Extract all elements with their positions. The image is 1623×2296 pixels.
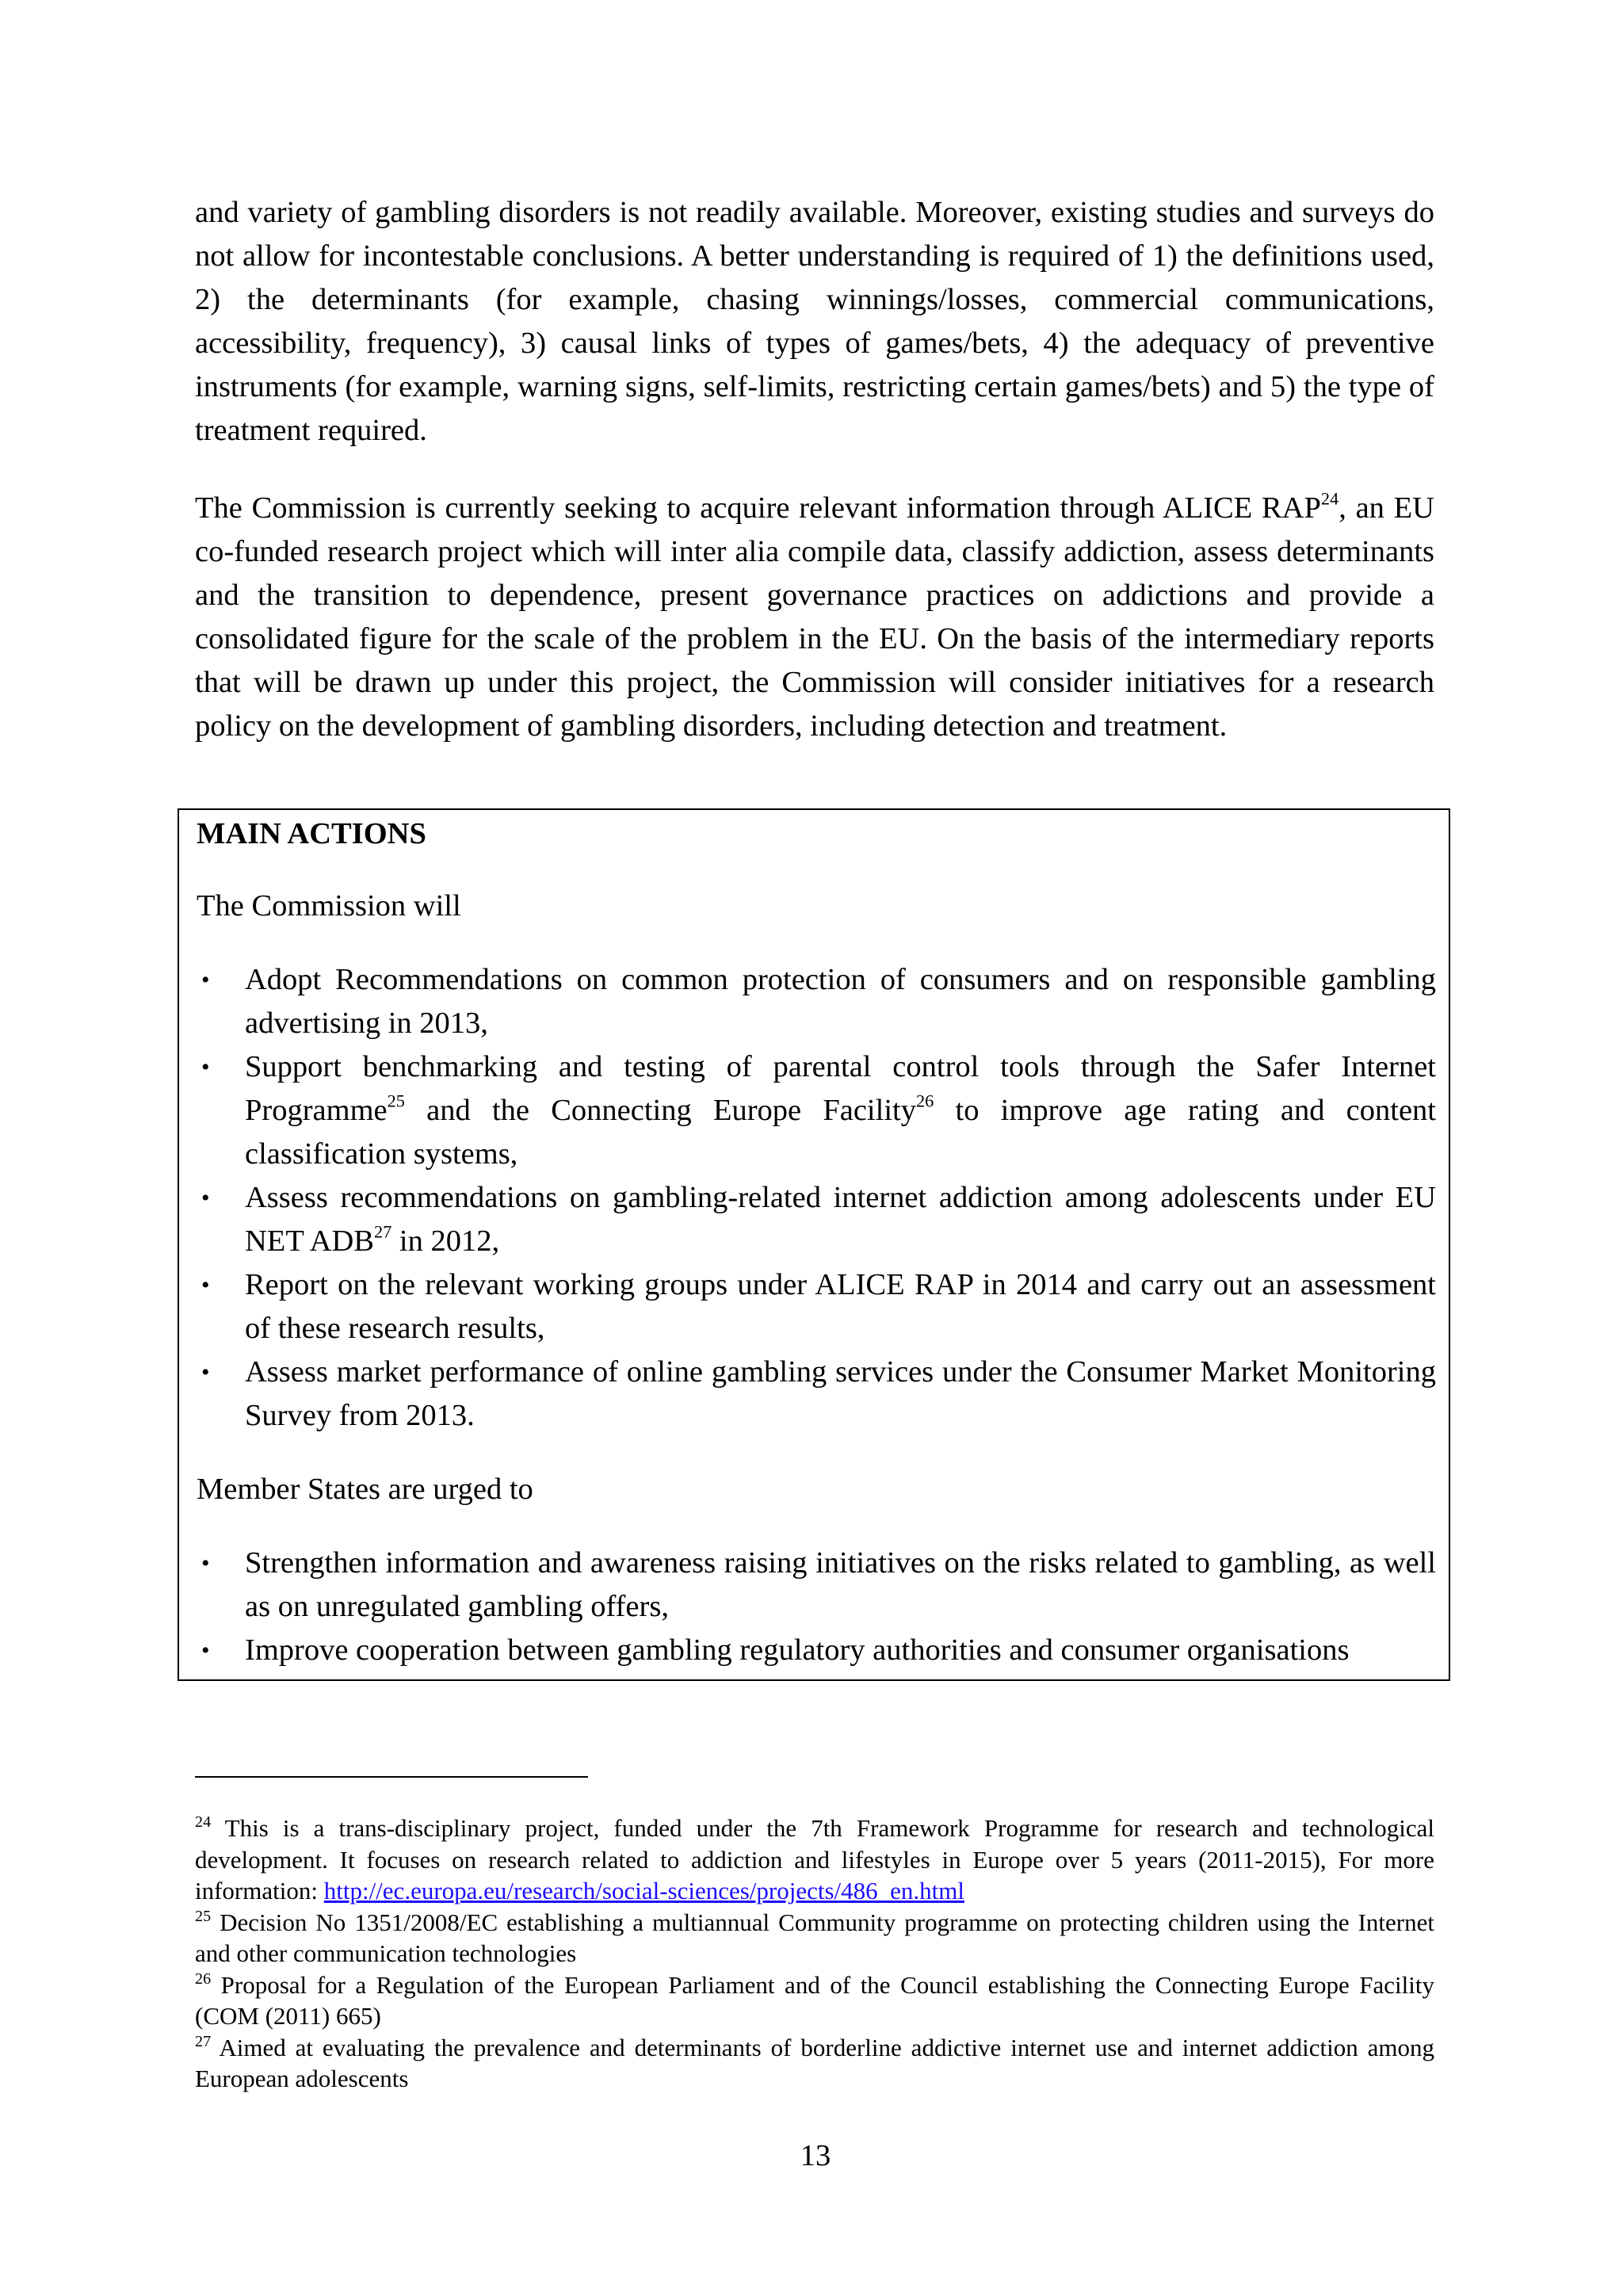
list-item — [197, 958, 1436, 1045]
list-item — [197, 1629, 1436, 1672]
page-number: 13 — [800, 2139, 831, 2172]
action-text: and the Connecting Europe Facility — [404, 1094, 916, 1127]
action-text: Adopt Recommendations on common protection of consumers and on responsible gambling advertising in 2013, — [245, 963, 1436, 1040]
footnote-ref-26[interactable]: 26 — [915, 1091, 934, 1111]
bullet-icon: • — [201, 1359, 210, 1385]
main-actions-box — [178, 808, 1450, 1681]
footnotes — [195, 1813, 1434, 2095]
footnote-25 — [195, 1907, 1434, 1969]
action-text: to improve age rating and content classification systems, — [245, 1094, 1436, 1171]
footnote-ref-24[interactable]: 24 — [1320, 488, 1339, 509]
member-states-actions-list — [197, 1541, 1436, 1672]
footnote-ref-27[interactable]: 27 — [373, 1221, 392, 1242]
paragraph-alice-rap-text-end: , an EU co-funded research project which will inter alia compile data, classify addiction, assess determinants and the transition to dependence, present governance practices on addictions and provide a consolidated figure for the scale of the problem in the EU. On the basis of the intermediary reports that will be drawn up under this project, the Commission will consider initiatives for a research policy on the development of gambling disorders, including detection and treatment. — [195, 491, 1434, 743]
footnote-number: 25 — [195, 1907, 212, 1925]
footnote-link[interactable]: http://ec.europa.eu/research/social-sciences/projects/486_en.html — [323, 1877, 965, 1904]
footnote-separator — [195, 1776, 588, 1778]
footnote-26 — [195, 1969, 1434, 2032]
action-text: Assess recommendations on gambling-related internet addiction among adolescents under EU NET ADB — [245, 1181, 1436, 1258]
footnote-27 — [195, 2032, 1434, 2095]
footnote-text: This is a trans-disciplinary project, funded under the 7th Framework Programme for research and technological development. It focuses on research related to addiction and lifestyles in Europe over 5 years (2011-2015), For more information: — [195, 1814, 1434, 1904]
main-actions-title: MAIN ACTIONS — [197, 817, 426, 850]
footnote-text: Proposal for a Regulation of the European Parliament and of the Council establishing the Connecting Europe Facility (COM (2011) 665) — [195, 1970, 1434, 2030]
footnote-text: Decision No 1351/2008/EC establishing a multiannual Community programme on protecting children using the Internet and other communication technologies — [195, 1908, 1434, 1967]
paragraph-alice-rap-text-start: The Commission is currently seeking to acquire relevant information through ALICE RAP — [195, 491, 1321, 525]
action-text: Assess market performance of online gambling services under the Consumer Market Monitoring Survey from 2013. — [245, 1355, 1436, 1432]
list-item — [197, 1045, 1436, 1176]
footnote-text: Aimed at evaluating the prevalence and determinants of borderline addictive internet use and internet addiction among European adolescents — [195, 2033, 1434, 2092]
action-text: Support benchmarking and testing of parental control tools through the Safer Internet Programme — [245, 1050, 1436, 1127]
footnote-24 — [195, 1813, 1434, 1907]
member-states-intro: Member States are urged to — [197, 1473, 533, 1506]
bullet-icon: • — [201, 1054, 210, 1080]
commission-actions-list — [197, 958, 1436, 1438]
paragraph-gambling-disorders: and variety of gambling disorders is not readily available. Moreover, existing studies and surveys do not allow for incontestable conclusions. A better understanding is required of 1) the definitions used, 2) the determinants (for example, chasing winnings/losses, commercial communications, accessibility, frequency), 3) causal links of types of games/bets, 4) the adequacy of preventive instruments (for example, warning signs, self-limits, restricting certain games/bets) and 5) the type of treatment required. — [195, 196, 1434, 447]
list-item — [197, 1350, 1436, 1438]
bullet-icon: • — [201, 1185, 210, 1211]
bullet-icon: • — [201, 1637, 210, 1664]
action-text: in 2012, — [391, 1224, 500, 1258]
action-text: Improve cooperation between gambling regulatory authorities and consumer organisations — [245, 1633, 1350, 1667]
footnote-number: 26 — [195, 1969, 212, 1988]
footnote-ref-25[interactable]: 25 — [387, 1091, 405, 1111]
bullet-icon: • — [201, 1550, 210, 1576]
paragraph-alice-rap — [195, 487, 1434, 748]
list-item — [197, 1176, 1436, 1263]
footnote-number: 27 — [195, 2032, 212, 2050]
list-item — [197, 1541, 1436, 1629]
commission-intro: The Commission will — [197, 889, 461, 923]
bullet-icon: • — [201, 1272, 210, 1298]
list-item — [197, 1263, 1436, 1350]
action-text: Report on the relevant working groups under ALICE RAP in 2014 and carry out an assessment of these research results, — [245, 1268, 1436, 1345]
bullet-icon: • — [201, 967, 210, 993]
footnote-number: 24 — [195, 1813, 212, 1831]
action-text: Strengthen information and awareness raising initiatives on the risks related to gambling, as well as on unregulated gambling offers, — [245, 1546, 1436, 1623]
